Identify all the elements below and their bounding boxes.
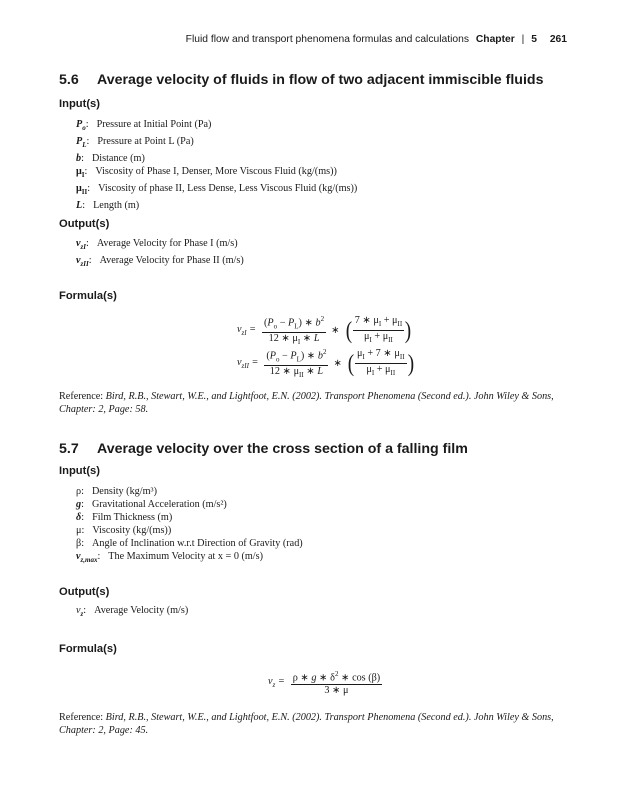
output-item: $v_{zII}$: Average Velocity for Phase II (m/s) <box>76 255 244 269</box>
inputs-heading: Input(s) <box>59 465 101 477</box>
input-item: $P_o$: Pressure at Initial Point (Pa) <box>76 119 212 133</box>
reference-label: Reference: <box>59 391 104 402</box>
book-title: Fluid flow and transport phenomena formulas and calculations <box>185 34 469 45</box>
reference-text: Bird, R.B., Stewart, W.E., and Lightfoot, E.N. (2002). Transport Phenomena (Second ed.). John Wiley & Sons, Chapter: 2, Page: 58. <box>59 391 554 415</box>
input-item: δ: Film Thickness (m) <box>76 512 173 523</box>
input-item: $\mu_{II}$: Viscosity of phase II, Less Dense, Less Viscous Fluid (kg/(ms)) <box>76 183 358 197</box>
input-item: L: Length (m) <box>76 200 140 212</box>
section-number: 5.6 <box>59 72 79 88</box>
section-title-5-7 <box>59 441 468 457</box>
input-item: g: Gravitational Acceleration (m/s²) <box>76 499 227 510</box>
inputs-heading: Input(s) <box>59 98 101 110</box>
input-list-5-7 <box>76 485 303 567</box>
input-item: β: Angle of Inclination w.r.t Direction of Gravity (rad) <box>76 538 303 549</box>
page-number: 261 <box>549 34 567 45</box>
formulas-heading: Formula(s) <box>59 290 117 302</box>
section-title-text: Average velocity of fluids in flow of two adjacent immiscible fluids <box>97 72 544 88</box>
input-item: $v_{z,max}$: The Maximum Velocity at x = 0 (m/s) <box>76 551 263 565</box>
reference-label: Reference: <box>59 712 104 723</box>
reference-5-7 <box>59 711 569 737</box>
outputs-heading: Output(s) <box>59 586 110 598</box>
reference-5-6 <box>59 390 569 416</box>
output-list-5-7 <box>76 604 188 621</box>
section-title-text: Average velocity over the cross section of a falling film <box>97 441 468 457</box>
input-item: μ: Viscosity (kg/(ms)) <box>76 525 172 536</box>
running-head <box>186 34 567 45</box>
outputs-heading: Output(s) <box>59 218 110 230</box>
formulas-heading: Formula(s) <box>59 643 117 655</box>
formula-vz: $v_z$ = $\frac{\rho ∗ g ∗ \delta^2 ∗ \cos (\beta)}{3 ∗ \mu}$ <box>268 670 381 697</box>
input-item: b: Distance (m) <box>76 153 145 165</box>
output-item: $v_{zI}$: Average Velocity for Phase I (m/s) <box>76 238 238 252</box>
header-separator: | <box>521 34 525 45</box>
formula-vzII: $v_{zII}$ = $\frac{(P_o - P_L) ∗ b^2}{12 ∗ \mu_{II} ∗ L}$ ∗ ( $\frac{\mu_I + 7 ∗ \mu_{II}}{\mu_I + \mu_{II}}$ ) <box>237 348 414 380</box>
chapter-number: 5 <box>531 34 537 45</box>
input-item: $P_L$: Pressure at Point L (Pa) <box>76 136 194 150</box>
input-item: ρ: Density (kg/m³) <box>76 486 157 497</box>
section-number: 5.7 <box>59 441 79 457</box>
output-item: $v_z$: Average Velocity (m/s) <box>76 605 189 619</box>
section-title-5-6 <box>59 72 543 88</box>
chapter-label: Chapter <box>475 34 515 45</box>
reference-text: Bird, R.B., Stewart, W.E., and Lightfoot, E.N. (2002). Transport Phenomena (Second ed.). John Wiley & Sons, Chapter: 2, Page: 45. <box>59 712 554 736</box>
input-item: $\mu_I$: Viscosity of Phase I, Denser, More Viscous Fluid (kg/(ms)) <box>76 166 337 180</box>
input-list-5-6 <box>76 118 357 212</box>
output-list-5-6 <box>76 237 244 271</box>
formula-vzI: $v_{zI}$ = $\frac{(P_o - P_L) ∗ b^2}{12 ∗ \mu_I ∗ L}$ ∗ ( $\frac{7 ∗ \mu_I + \mu_{II}}{\mu_I + \mu_{II}}$ ) <box>237 315 412 347</box>
